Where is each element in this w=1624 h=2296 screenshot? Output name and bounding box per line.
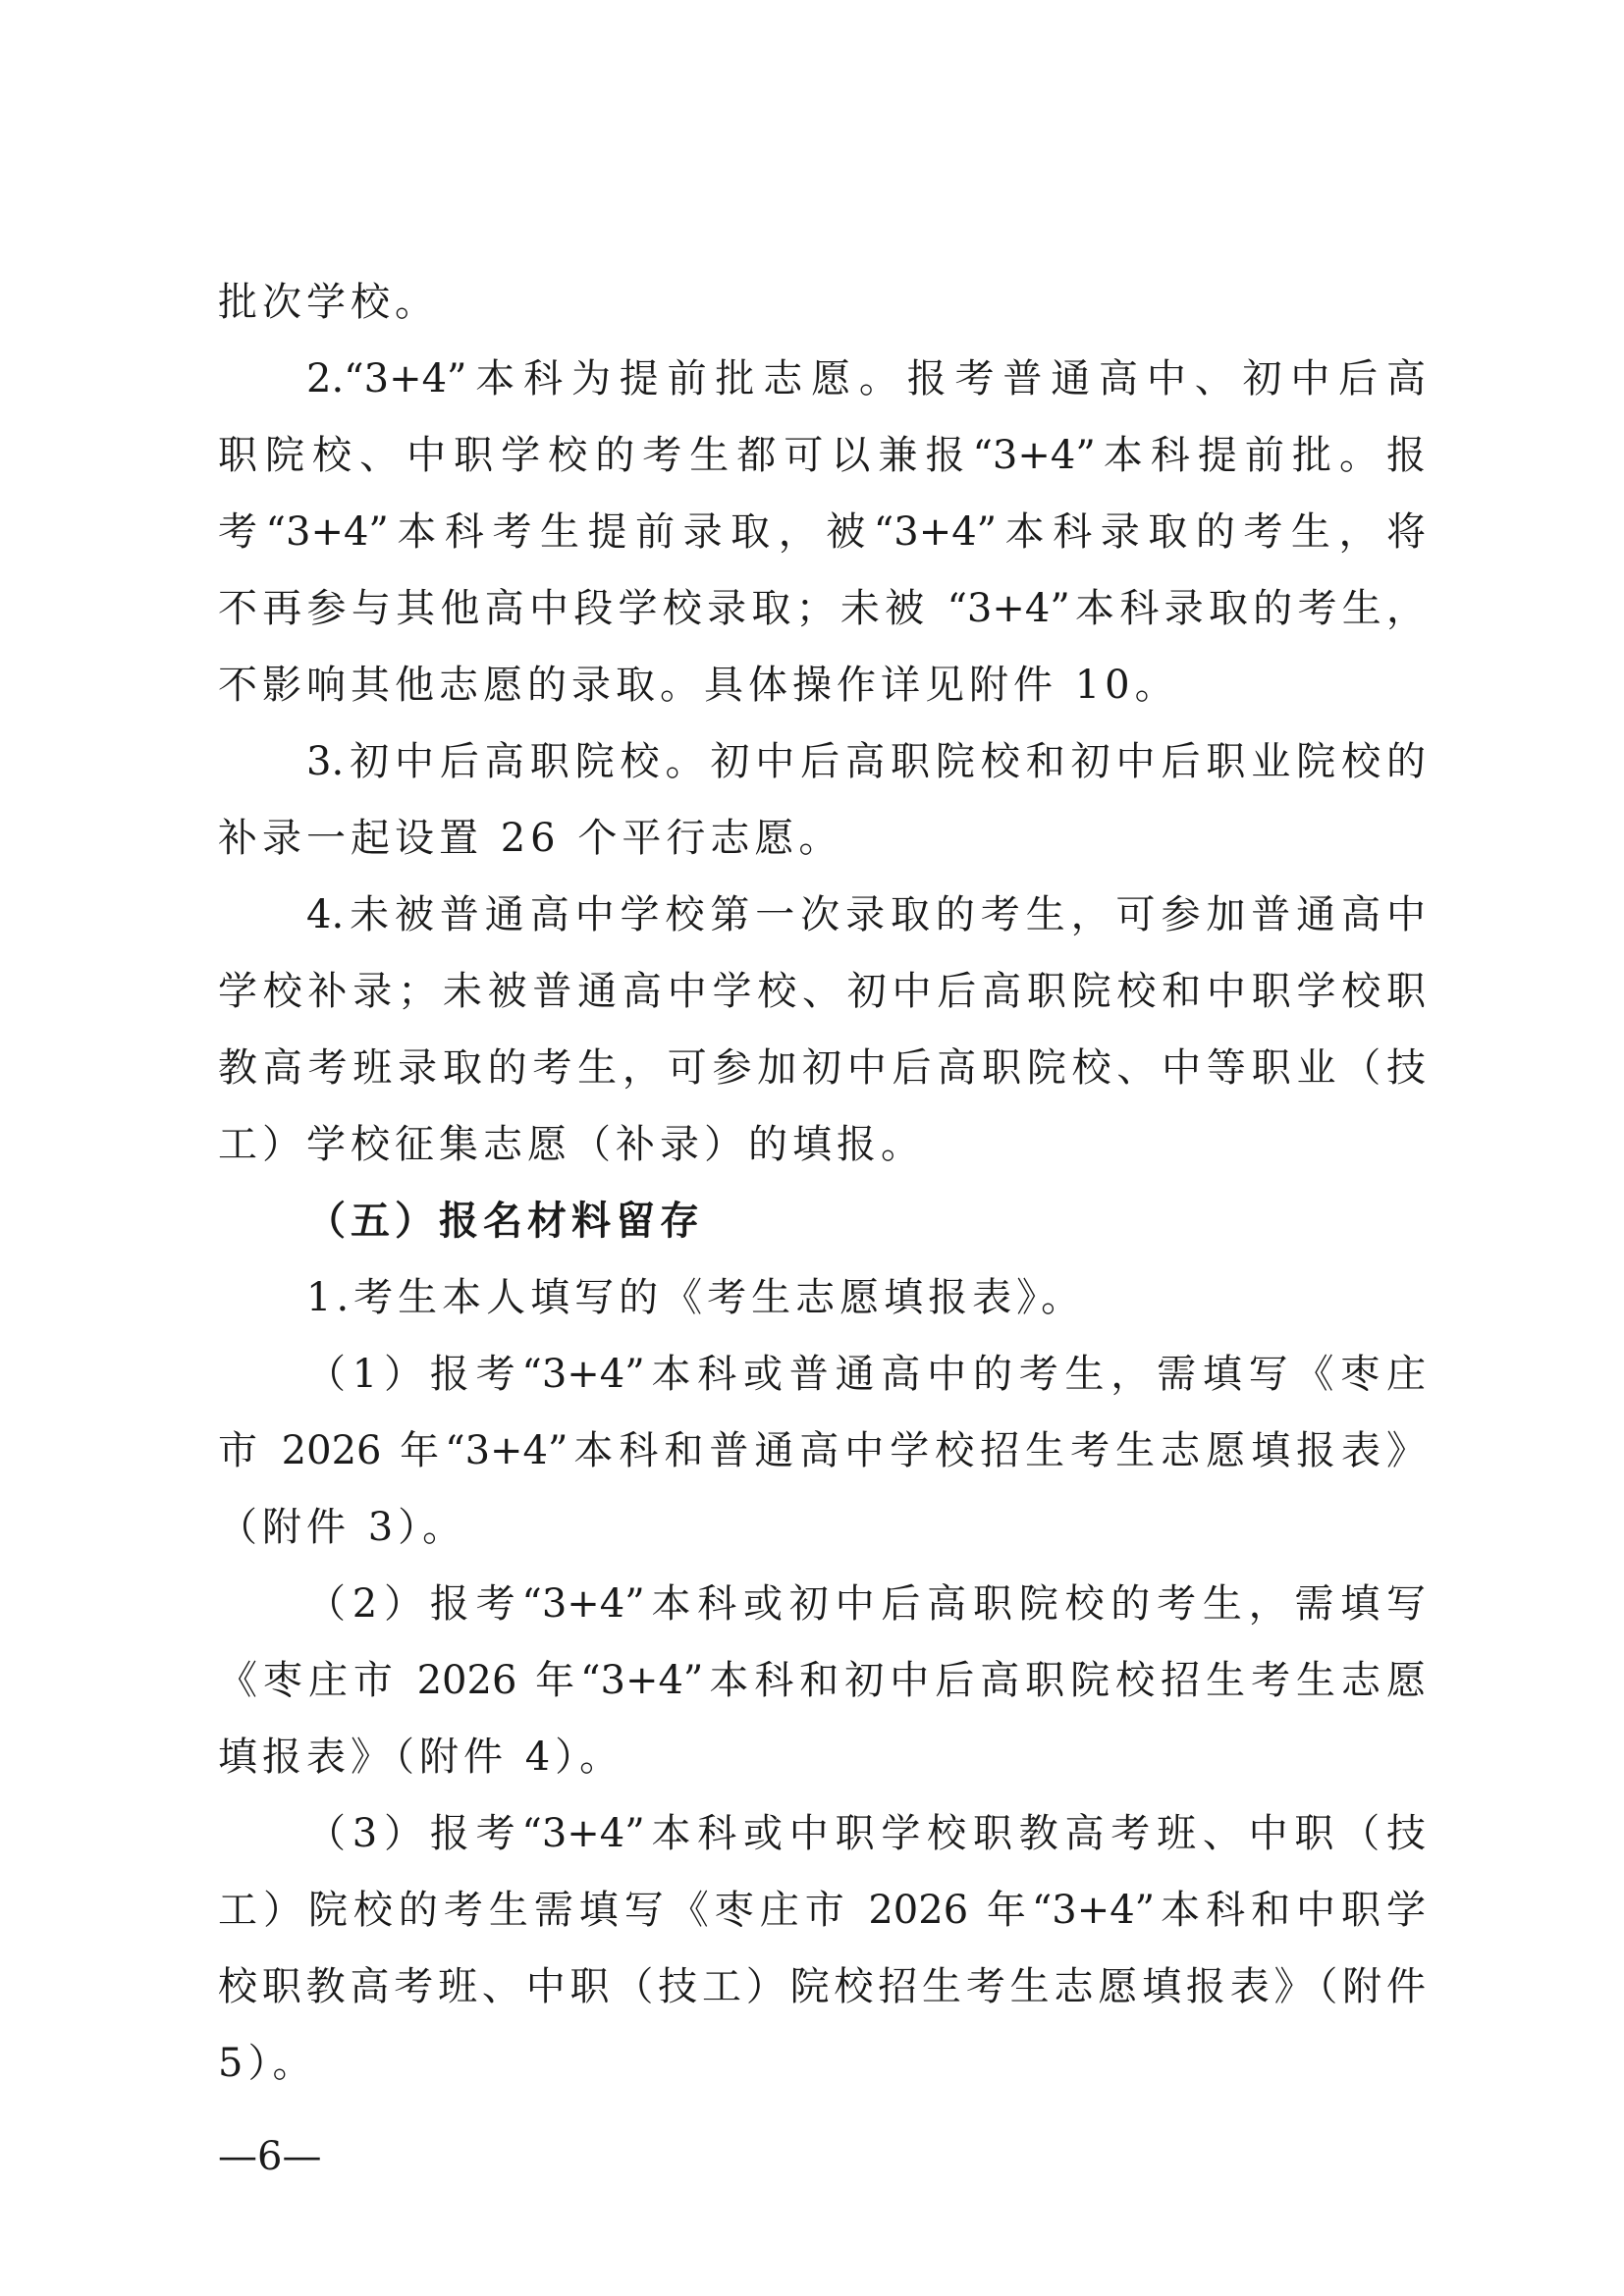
text-line: 2.“3+4”本科为提前批志愿。报考普通高中、初中后高 <box>306 356 1426 401</box>
text-line: 4.未被普通高中学校第一次录取的考生，可参加普通高中 <box>306 892 1426 937</box>
text-line: （2）报考“3+4”本科或初中后高职院校的考生，需填写 <box>306 1581 1426 1627</box>
text-line: 填报表》（附件 4）。 <box>218 1735 624 1780</box>
text-line: 不再参与其他高中段学校录取；未被 “3+4”本科录取的考生， <box>218 586 1426 631</box>
text-line: （3）报考“3+4”本科或中职学校职教高考班、中职（技 <box>306 1811 1426 1856</box>
text-line: 批次学校。 <box>218 280 439 325</box>
text-line: 不影响其他志愿的录取。具体操作详见附件 10。 <box>218 663 1179 708</box>
text-line: 职院校、中职学校的考生都可以兼报“3+4”本科提前批。报 <box>218 433 1426 478</box>
text-line: 工）学校征集志愿（补录）的填报。 <box>218 1122 925 1167</box>
text-line: （附件 3）。 <box>218 1505 467 1550</box>
text-line: 3.初中后高职院校。初中后高职院校和初中后职业院校的 <box>306 739 1426 784</box>
text-line: 工）院校的考生需填写《枣庄市 2026 年“3+4”本科和中职学 <box>218 1888 1426 1933</box>
text-line: 学校补录；未被普通高中学校、初中后高职院校和中职学校职 <box>218 969 1426 1014</box>
text-line: 考“3+4”本科考生提前录取，被“3+4”本科录取的考生，将 <box>218 509 1426 555</box>
text-line: 《枣庄市 2026 年“3+4”本科和初中后高职院校招生考生志愿 <box>218 1658 1426 1703</box>
text-line: 1.考生本人填写的《考生志愿填报表》。 <box>306 1275 1086 1320</box>
text-line: （1）报考“3+4”本科或普通高中的考生，需填写《枣庄 <box>306 1352 1426 1397</box>
text-line: 补录一起设置 26 个平行志愿。 <box>218 816 843 861</box>
text-line: 5）。 <box>218 2041 317 2086</box>
text-line: 校职教高考班、中职（技工）院校招生考生志愿填报表》（附件 <box>218 1964 1426 2009</box>
page-number: —6— <box>218 2134 322 2179</box>
section-heading: （五）报名材料留存 <box>306 1199 704 1244</box>
text-line: 教高考班录取的考生，可参加初中后高职院校、中等职业（技 <box>218 1045 1426 1091</box>
text-line: 市 2026 年“3+4”本科和普通高中学校招生考生志愿填报表》 <box>218 1428 1426 1473</box>
